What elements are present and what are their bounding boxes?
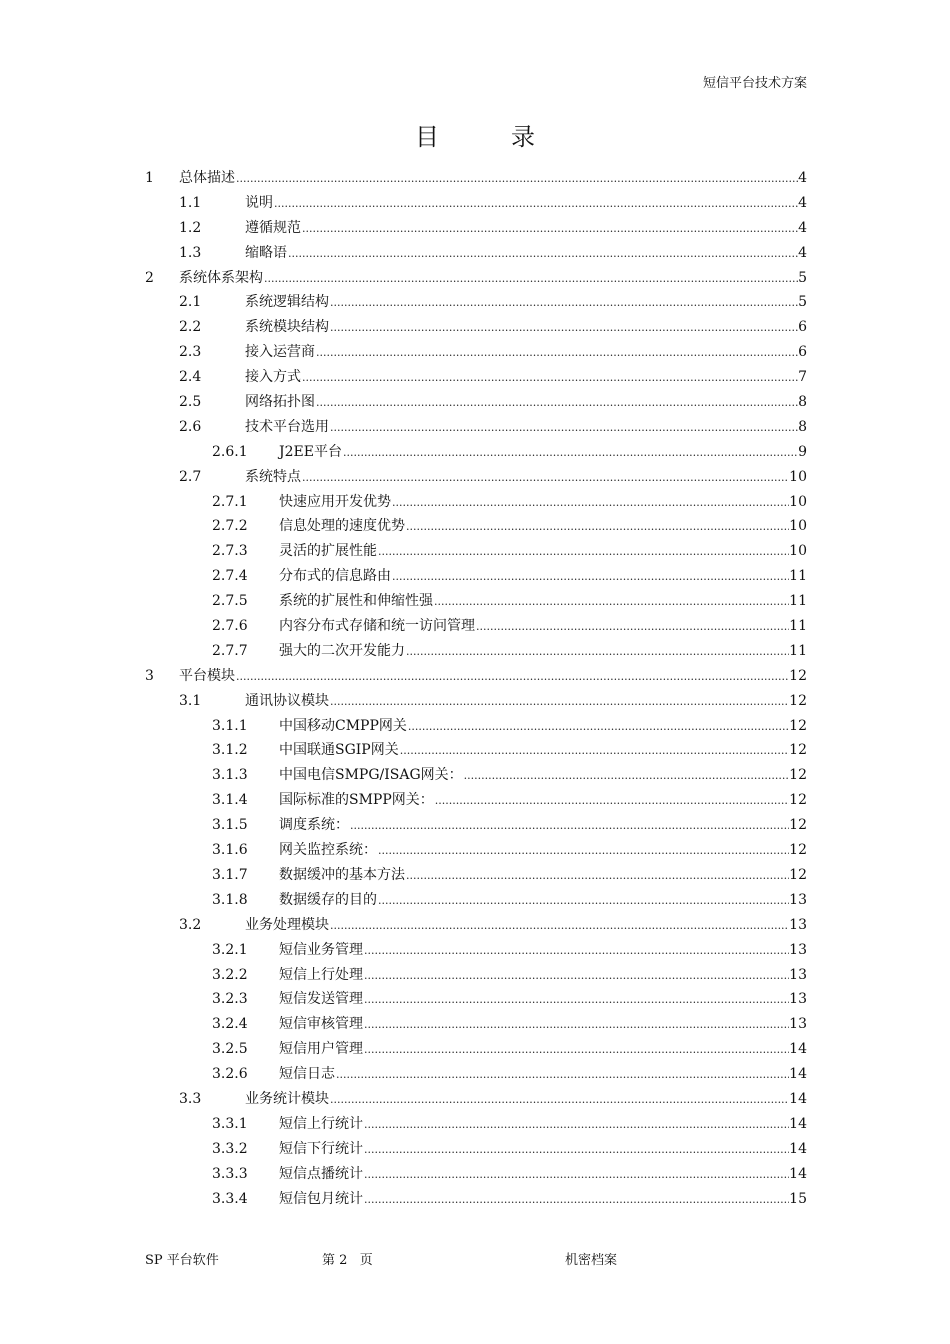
toc-entry-number: 2.2 [179, 319, 202, 336]
toc-dot-leader [236, 665, 789, 690]
toc-entry-number: 3.1.6 [212, 842, 248, 859]
toc-entry-number: 2.7 [179, 468, 202, 485]
toc-entry-label: 业务统计模块 [245, 1090, 329, 1107]
toc-entry-label: 短信上行统计 [279, 1115, 363, 1132]
toc-entry-line [245, 191, 807, 217]
toc-entry-line [279, 987, 807, 1013]
toc-entry-number: 2.4 [179, 369, 202, 386]
toc-dot-leader [274, 192, 798, 217]
toc-entry-number: 2.7.6 [212, 618, 248, 635]
toc-entry[interactable] [0, 763, 950, 788]
toc-entry-label: 中国联通SGIP网关 [279, 742, 399, 759]
toc-dot-leader [264, 267, 798, 292]
toc-entry-page: 12 [789, 817, 807, 834]
toc-entry[interactable] [0, 365, 950, 390]
toc-entry[interactable] [0, 838, 950, 863]
toc-entry[interactable] [0, 963, 950, 988]
toc-entry-number: 2.5 [179, 394, 202, 411]
toc-entry-page: 14 [789, 1090, 807, 1107]
toc-entry-number: 2.6.1 [212, 443, 248, 460]
toc-entry-page: 13 [789, 966, 807, 983]
toc-entry-page: 14 [789, 1041, 807, 1058]
toc-entry-line [245, 290, 807, 316]
toc-entry-label: 数据缓冲的基本方法 [279, 866, 405, 883]
toc-entry-number: 1.2 [179, 219, 202, 236]
toc-dot-leader [378, 839, 789, 864]
toc-entry[interactable] [0, 689, 950, 714]
toc-entry-line [245, 689, 807, 715]
toc-dot-leader [364, 1188, 789, 1213]
toc-entry-number: 2.7.4 [212, 568, 248, 585]
toc-entry[interactable] [0, 440, 950, 465]
toc-entry-line [279, 813, 807, 839]
toc-entry-number: 1 [145, 170, 154, 186]
toc-entry-line [279, 788, 807, 814]
toc-entry-page: 11 [789, 568, 807, 585]
toc-dot-leader [350, 814, 789, 839]
toc-entry-page: 11 [789, 618, 807, 635]
toc-entry-page: 13 [789, 941, 807, 958]
toc-entry-number: 3.1.5 [212, 817, 248, 834]
toc-entry-line [245, 415, 807, 441]
toc-entry[interactable] [0, 788, 950, 813]
page-title [0, 117, 950, 152]
toc-entry-label: 通讯协议模块 [245, 692, 329, 709]
toc-entry-line [279, 639, 807, 665]
toc-entry-page: 10 [789, 493, 807, 510]
toc-entry-number: 3.1.8 [212, 891, 248, 908]
toc-entry-page: 13 [789, 991, 807, 1008]
toc-entry-page: 12 [789, 792, 807, 809]
toc-entry-line [279, 490, 807, 516]
toc-entry[interactable] [0, 639, 950, 664]
toc-entry[interactable] [0, 290, 950, 315]
toc-dot-leader [330, 316, 798, 341]
toc-entry-page: 12 [789, 767, 807, 784]
toc-entry[interactable] [0, 913, 950, 938]
toc-entry-page: 10 [789, 518, 807, 535]
toc-entry-page: 4 [798, 170, 807, 186]
toc-entry-page: 12 [789, 717, 807, 734]
toc-entry-label: 系统特点 [245, 468, 301, 485]
toc-dot-leader [364, 939, 789, 964]
toc-entry-line [245, 390, 807, 416]
toc-entry[interactable] [0, 564, 950, 589]
toc-entry-line [245, 465, 807, 491]
toc-entry[interactable] [0, 514, 950, 539]
toc-dot-leader [336, 1063, 789, 1088]
toc-entry-number: 3.3.4 [212, 1190, 248, 1207]
toc-entry-number: 2.7.2 [212, 518, 248, 535]
toc-entry-label: 数据缓存的目的 [279, 891, 377, 908]
toc-entry-label: 中国移动CMPP网关 [279, 717, 407, 734]
toc-entry[interactable] [0, 465, 950, 490]
toc-entry[interactable] [0, 1137, 950, 1162]
toc-entry-page: 12 [789, 742, 807, 759]
toc-entry-number: 3 [145, 667, 154, 684]
toc-entry-page: 14 [789, 1066, 807, 1083]
toc-entry-number: 2.7.5 [212, 593, 248, 610]
toc-entry-number: 3.1 [179, 692, 202, 709]
toc-dot-leader [316, 341, 798, 366]
toc-entry-label: 系统体系架构 [179, 269, 263, 286]
toc-entry-number: 3.2.4 [212, 1016, 248, 1033]
toc-entry-line [279, 938, 807, 964]
toc-entry-page: 4 [798, 219, 807, 236]
toc-entry-line [279, 963, 807, 989]
toc-entry[interactable] [0, 863, 950, 888]
toc-entry-page: 13 [789, 1016, 807, 1033]
toc-dot-leader [343, 441, 798, 466]
toc-entry-line [279, 1012, 807, 1038]
toc-entry-line [279, 714, 807, 740]
toc-entry-number: 3.3 [179, 1090, 202, 1107]
toc-entry-line [279, 838, 807, 864]
toc-entry-line [279, 888, 807, 914]
toc-dot-leader [378, 889, 789, 914]
toc-dot-leader [330, 291, 798, 316]
toc-dot-leader [400, 739, 789, 764]
toc-entry[interactable] [0, 1037, 950, 1062]
toc-entry-label: 短信发送管理 [279, 991, 363, 1008]
toc-entry[interactable] [0, 614, 950, 639]
toc-entry-number: 3.3.2 [212, 1140, 248, 1157]
toc-entry-number: 3.2.2 [212, 966, 248, 983]
toc-entry-line [179, 166, 807, 192]
toc-entry-line [245, 340, 807, 366]
toc-dot-leader [364, 964, 789, 989]
toc-dot-leader [302, 366, 798, 391]
toc-dot-leader [316, 391, 798, 416]
toc-entry[interactable] [0, 1087, 950, 1112]
toc-entry-number: 1.1 [179, 194, 202, 211]
toc-entry-line [245, 241, 807, 267]
toc-dot-leader [392, 491, 789, 516]
toc-dot-leader [435, 789, 789, 814]
toc-entry-label: 短信业务管理 [279, 941, 363, 958]
toc-entry-label: 短信日志 [279, 1066, 335, 1083]
toc-entry-number: 3.1.3 [212, 767, 248, 784]
toc-entry[interactable] [0, 390, 950, 415]
toc-dot-leader [464, 764, 790, 789]
toc-entry[interactable] [0, 1112, 950, 1137]
toc-dot-leader [434, 590, 789, 615]
toc-entry-page: 13 [789, 916, 807, 933]
toc-entry-page: 4 [798, 244, 807, 261]
toc-entry-number: 2.7.1 [212, 493, 248, 510]
toc-dot-leader [330, 416, 798, 441]
toc-entry-page: 4 [798, 194, 807, 211]
toc-entry[interactable] [0, 266, 950, 291]
toc-entry-line [279, 614, 807, 640]
toc-entry[interactable] [0, 938, 950, 963]
toc-entry-label: 接入方式 [245, 369, 301, 386]
toc-entry-label: 系统模块结构 [245, 319, 329, 336]
toc-entry-line [245, 315, 807, 341]
toc-entry-number: 3.1.4 [212, 792, 248, 809]
toc-dot-leader [364, 1113, 789, 1138]
toc-entry-page: 10 [789, 468, 807, 485]
toc-entry-label: 总体描述 [179, 170, 235, 186]
toc-entry-line [179, 266, 807, 292]
toc-entry-page: 7 [798, 369, 807, 386]
toc-entry-number: 3.2.1 [212, 941, 248, 958]
toc-entry[interactable] [0, 813, 950, 838]
footer-left: SP 平台软件 [145, 1253, 219, 1268]
toc-entry-label: 短信上行处理 [279, 966, 363, 983]
toc-dot-leader [302, 217, 798, 242]
toc-entry-line [245, 913, 807, 939]
toc-dot-leader [236, 167, 798, 192]
toc-entry-number: 3.2 [179, 916, 202, 933]
toc-entry[interactable] [0, 1187, 950, 1212]
toc-entry-number: 2.7.7 [212, 642, 248, 659]
toc-entry[interactable] [0, 1012, 950, 1037]
toc-entry-line [279, 1112, 807, 1138]
table-of-contents [0, 166, 950, 1211]
toc-entry-number: 2 [145, 269, 154, 286]
title-char-1: 目 [415, 123, 439, 151]
toc-entry[interactable] [0, 191, 950, 216]
toc-entry[interactable] [0, 738, 950, 763]
toc-entry-number: 3.1.7 [212, 866, 248, 883]
toc-entry-line [279, 1037, 807, 1063]
toc-dot-leader [476, 615, 789, 640]
toc-entry-page: 15 [789, 1190, 807, 1207]
toc-entry-number: 3.3.3 [212, 1165, 248, 1182]
toc-entry-page: 14 [789, 1165, 807, 1182]
toc-entry-line [245, 365, 807, 391]
toc-entry[interactable] [0, 714, 950, 739]
toc-dot-leader [364, 1138, 789, 1163]
toc-dot-leader [302, 466, 789, 491]
toc-entry-label: 说明 [245, 194, 273, 211]
toc-entry-page: 14 [789, 1115, 807, 1132]
toc-entry[interactable] [0, 415, 950, 440]
toc-entry-page: 12 [789, 842, 807, 859]
toc-dot-leader [330, 1088, 789, 1113]
toc-entry-label: 技术平台选用 [245, 418, 329, 435]
toc-entry-label: 系统逻辑结构 [245, 294, 329, 311]
toc-entry-line [179, 664, 807, 690]
toc-entry-label: 分布式的信息路由 [279, 568, 391, 585]
toc-entry[interactable] [0, 490, 950, 515]
toc-entry-page: 11 [789, 642, 807, 659]
toc-entry-label: 接入运营商 [245, 344, 315, 361]
toc-entry-number: 2.3 [179, 344, 202, 361]
footer-right: 机密档案 [565, 1253, 618, 1268]
toc-entry-label: 信息处理的速度优势 [279, 518, 405, 535]
toc-dot-leader [378, 540, 789, 565]
toc-entry-label: 遵循规范 [245, 219, 301, 236]
toc-entry-page: 8 [798, 394, 807, 411]
toc-entry-page: 5 [798, 294, 807, 311]
toc-entry[interactable] [0, 216, 950, 241]
toc-entry-line [279, 1162, 807, 1188]
footer-page-number: 第 2 页 [322, 1253, 373, 1268]
toc-entry-number: 3.2.6 [212, 1066, 248, 1083]
toc-entry-line [279, 863, 807, 889]
toc-entry-page: 5 [798, 269, 807, 286]
toc-entry-line [279, 514, 807, 540]
toc-entry-label: 网关监控系统： [279, 842, 377, 859]
toc-entry-number: 3.3.1 [212, 1115, 248, 1132]
toc-entry-page: 12 [789, 667, 807, 684]
toc-entry-page: 10 [789, 543, 807, 560]
toc-entry-page: 12 [789, 866, 807, 883]
toc-dot-leader [406, 515, 789, 540]
toc-entry-line [279, 539, 807, 565]
toc-entry-line [279, 763, 807, 789]
toc-entry-label: 内容分布式存储和统一访问管理 [279, 618, 475, 635]
toc-entry-line [279, 564, 807, 590]
toc-entry-label: 系统的扩展性和伸缩性强 [279, 593, 433, 610]
toc-entry-page: 6 [798, 319, 807, 336]
toc-dot-leader [364, 1013, 789, 1038]
toc-entry-line [245, 1087, 807, 1113]
toc-dot-leader [364, 1163, 789, 1188]
toc-entry[interactable] [0, 166, 950, 191]
toc-entry-label: 短信用户管理 [279, 1041, 363, 1058]
toc-dot-leader [288, 242, 798, 267]
toc-entry-label: 短信点播统计 [279, 1165, 363, 1182]
toc-entry[interactable] [0, 1162, 950, 1187]
toc-entry-line [279, 1062, 807, 1088]
toc-entry-line [279, 1137, 807, 1163]
toc-entry-page: 12 [789, 692, 807, 709]
toc-entry-label: 调度系统： [279, 817, 349, 834]
toc-entry-number: 3.1.2 [212, 742, 248, 759]
toc-entry-label: 中国电信SMPG/ISAG网关： [279, 767, 463, 784]
toc-entry-label: 灵活的扩展性能 [279, 543, 377, 560]
toc-dot-leader [408, 715, 789, 740]
toc-entry-number: 3.2.5 [212, 1041, 248, 1058]
toc-entry-number: 3.2.3 [212, 991, 248, 1008]
toc-entry-label: 短信包月统计 [279, 1190, 363, 1207]
toc-dot-leader [406, 864, 789, 889]
toc-entry[interactable] [0, 664, 950, 689]
toc-entry-label: 国际标准的SMPP网关： [279, 792, 434, 809]
toc-entry[interactable] [0, 241, 950, 266]
toc-entry-page: 11 [789, 593, 807, 610]
page-header: 短信平台技术方案 [702, 76, 807, 91]
toc-dot-leader [364, 988, 789, 1013]
toc-entry-number: 2.1 [179, 294, 202, 311]
toc-entry-page: 14 [789, 1140, 807, 1157]
toc-dot-leader [364, 1038, 789, 1063]
toc-entry[interactable] [0, 888, 950, 913]
toc-entry-page: 9 [798, 443, 807, 460]
toc-entry[interactable] [0, 340, 950, 365]
toc-entry-label: 快速应用开发优势 [279, 493, 391, 510]
toc-dot-leader [392, 565, 789, 590]
toc-entry[interactable] [0, 589, 950, 614]
toc-entry-number: 3.1.1 [212, 717, 248, 734]
toc-entry-page: 6 [798, 344, 807, 361]
toc-entry-line [245, 216, 807, 242]
toc-entry-label: 强大的二次开发能力 [279, 642, 405, 659]
toc-entry-label: 平台模块 [179, 667, 235, 684]
toc-entry-number: 1.3 [179, 244, 202, 261]
toc-dot-leader [330, 690, 789, 715]
title-char-2: 录 [511, 123, 535, 151]
toc-entry[interactable] [0, 987, 950, 1012]
toc-entry[interactable] [0, 1062, 950, 1087]
toc-entry-label: 缩略语 [245, 244, 287, 261]
toc-dot-leader [330, 914, 789, 939]
toc-entry-page: 8 [798, 418, 807, 435]
toc-entry-line [279, 1187, 807, 1213]
toc-entry-number: 2.6 [179, 418, 202, 435]
toc-entry-page: 13 [789, 891, 807, 908]
toc-entry-label: 网络拓扑图 [245, 394, 315, 411]
toc-entry-label: J2EE平台 [279, 443, 342, 460]
toc-entry[interactable] [0, 315, 950, 340]
toc-entry-line [279, 738, 807, 764]
toc-entry-label: 短信下行统计 [279, 1140, 363, 1157]
toc-entry-label: 业务处理模块 [245, 916, 329, 933]
toc-entry-label: 短信审核管理 [279, 1016, 363, 1033]
toc-entry[interactable] [0, 539, 950, 564]
toc-dot-leader [406, 640, 789, 665]
toc-entry-line [279, 440, 807, 466]
toc-entry-number: 2.7.3 [212, 543, 248, 560]
toc-entry-line [279, 589, 807, 615]
